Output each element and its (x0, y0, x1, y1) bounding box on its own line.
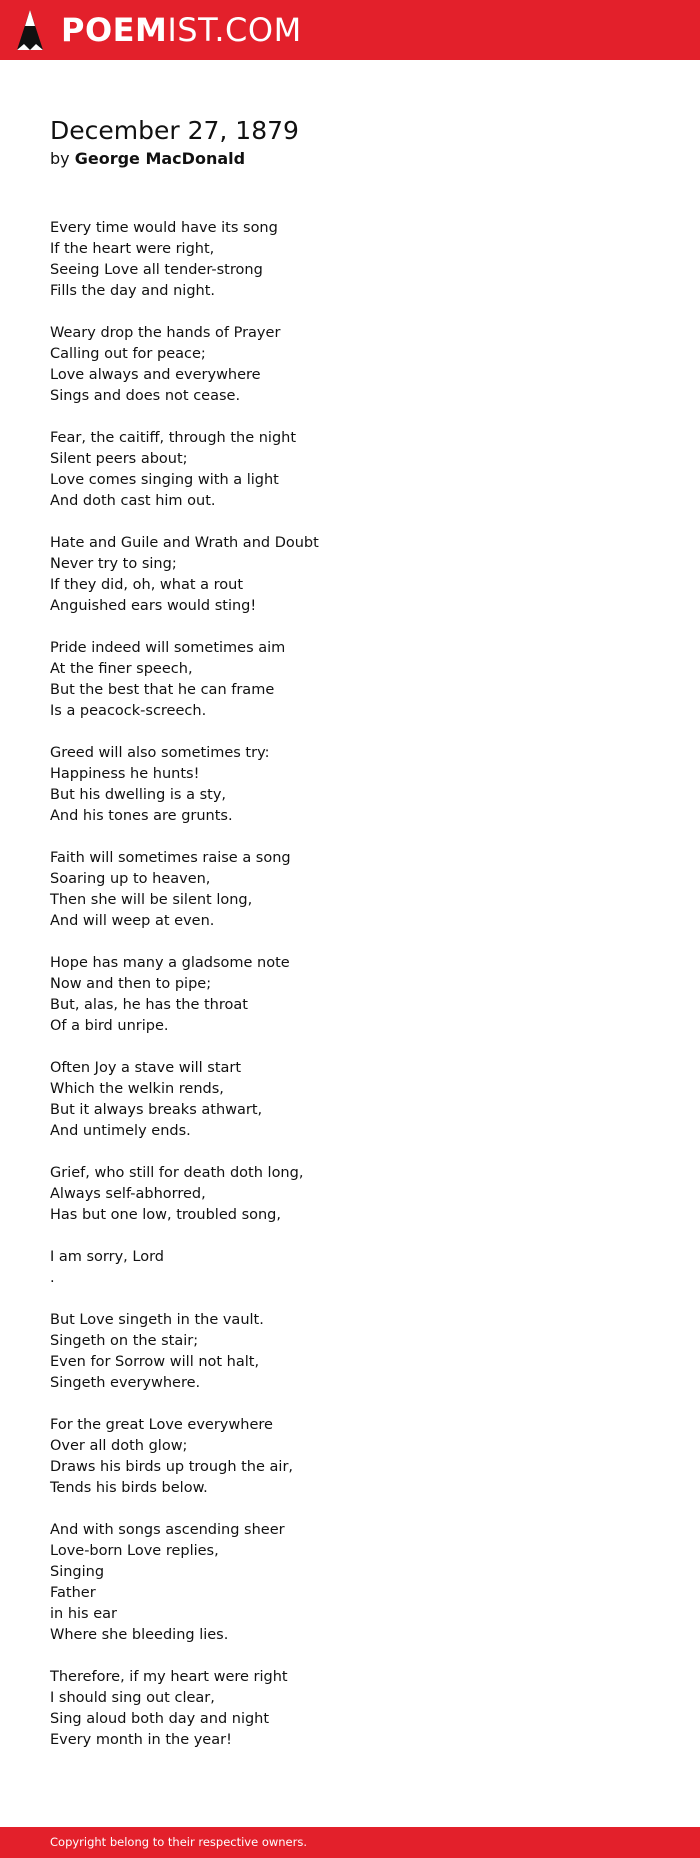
poem-line: And will weep at even. (50, 913, 215, 929)
poem-line: Love comes singing with a light (50, 472, 279, 488)
site-header (0, 0, 700, 60)
poem-line: Faith will sometimes raise a song (50, 850, 291, 866)
poem-stanza (50, 1163, 670, 1226)
poem-line: But it always breaks athwart, (50, 1102, 263, 1118)
poem-line: Where she bleeding lies. (50, 1627, 229, 1643)
poem-line: Over all doth glow; (50, 1438, 188, 1454)
poem-line: But his dwelling is a sty, (50, 787, 227, 803)
poem-line: Of a bird unripe. (50, 1018, 169, 1034)
poem-line: Grief, who still for death doth long, (50, 1165, 304, 1181)
poem-line: Love-born Love replies, (50, 1543, 219, 1559)
poem-title: December 27, 1879 (50, 116, 299, 145)
poem-line: Then she will be silent long, (50, 892, 253, 908)
poem-line: Always self-abhorred, (50, 1186, 206, 1202)
poem-line: Draws his birds up trough the air, (50, 1459, 294, 1475)
poem-line: Love always and everywhere (50, 367, 261, 383)
poem-line: Seeing Love all tender-strong (50, 262, 263, 278)
poem-stanza (50, 323, 670, 407)
poem-line: But the best that he can frame (50, 682, 275, 698)
poem-line: Greed will also sometimes try: (50, 745, 270, 761)
poem-line: Soaring up to heaven, (50, 871, 211, 887)
poem-stanza (50, 848, 670, 932)
poem-line: Therefore, if my heart were right (50, 1669, 288, 1685)
poem-line: Never try to sing; (50, 556, 177, 572)
pencil-tip-icon[interactable] (16, 10, 44, 52)
poem-line: Which the welkin rends, (50, 1081, 224, 1097)
poem-stanza (50, 533, 670, 617)
poem-line: If they did, oh, what a rout (50, 577, 244, 593)
poem-stanza (50, 1667, 670, 1751)
poem-line: Sing aloud both day and night (50, 1711, 270, 1727)
poem-line: Has but one low, troubled song, (50, 1207, 281, 1223)
poem-line: And his tones are grunts. (50, 808, 233, 824)
poem-line: And doth cast him out. (50, 493, 216, 509)
poem-line: . (50, 1270, 55, 1286)
poem-line: Fear, the caitiff, through the night (50, 430, 297, 446)
poem-line: Silent peers about; (50, 451, 188, 467)
site-logo[interactable] (61, 11, 302, 49)
poem-stanza (50, 1520, 670, 1646)
site-footer (0, 1827, 700, 1858)
poem-byline (50, 147, 245, 171)
poem-line: Hate and Guile and Wrath and Doubt (50, 535, 319, 551)
poem-line: in his ear (50, 1606, 117, 1622)
poem-line: And untimely ends. (50, 1123, 191, 1139)
poem-line: And with songs ascending sheer (50, 1522, 285, 1538)
poem-line: I should sing out clear, (50, 1690, 215, 1706)
logo-text-strong: POEM (61, 11, 168, 49)
poem-line: But Love singeth in the vault. (50, 1312, 264, 1328)
poem-line: For the great Love everywhere (50, 1417, 273, 1433)
poem-line: Every month in the year! (50, 1732, 232, 1748)
poem-line: Often Joy a stave will start (50, 1060, 242, 1076)
author-name: George MacDonald (74, 149, 246, 168)
poem-line: Is a peacock-screech. (50, 703, 207, 719)
poem-line: At the finer speech, (50, 661, 193, 677)
poem-stanza (50, 1058, 670, 1142)
poem-line: Calling out for peace; (50, 346, 206, 362)
poem-body (50, 218, 670, 1772)
poem-line: Pride indeed will sometimes aim (50, 640, 286, 656)
poem-line: Singeth on the stair; (50, 1333, 199, 1349)
poem-stanza (50, 1310, 670, 1394)
poem-line: Sings and does not cease. (50, 388, 241, 404)
poem-line: Even for Sorrow will not halt, (50, 1354, 260, 1370)
poem-line: Fills the day and night. (50, 283, 216, 299)
poem-line: Anguished ears would sting! (50, 598, 257, 614)
poem-line: I am sorry, Lord (50, 1249, 165, 1265)
poem-stanza (50, 743, 670, 827)
copyright-notice: Copyright belong to their respective owners. (50, 1835, 308, 1849)
poem-line: Weary drop the hands of Prayer (50, 325, 281, 341)
poem-line: Tends his birds below. (50, 1480, 208, 1496)
poem-stanza (50, 1247, 670, 1289)
poem-stanza (50, 428, 670, 512)
logo-text-light: IST.COM (167, 11, 302, 49)
by-label: by (50, 149, 70, 168)
poem-line: Singing (50, 1564, 105, 1580)
poem-stanza (50, 638, 670, 722)
poem-line: Now and then to pipe; (50, 976, 212, 992)
poem-stanza (50, 953, 670, 1037)
poem-line: Father (50, 1585, 96, 1601)
poem-line: Hope has many a gladsome note (50, 955, 290, 971)
poem-line: Every time would have its song (50, 220, 278, 236)
poem-line: Singeth everywhere. (50, 1375, 201, 1391)
poem-line: Happiness he hunts! (50, 766, 200, 782)
poem-line: If the heart were right, (50, 241, 215, 257)
poem-line: But, alas, he has the throat (50, 997, 248, 1013)
poem-stanza (50, 1415, 670, 1499)
poem-stanza (50, 218, 670, 302)
